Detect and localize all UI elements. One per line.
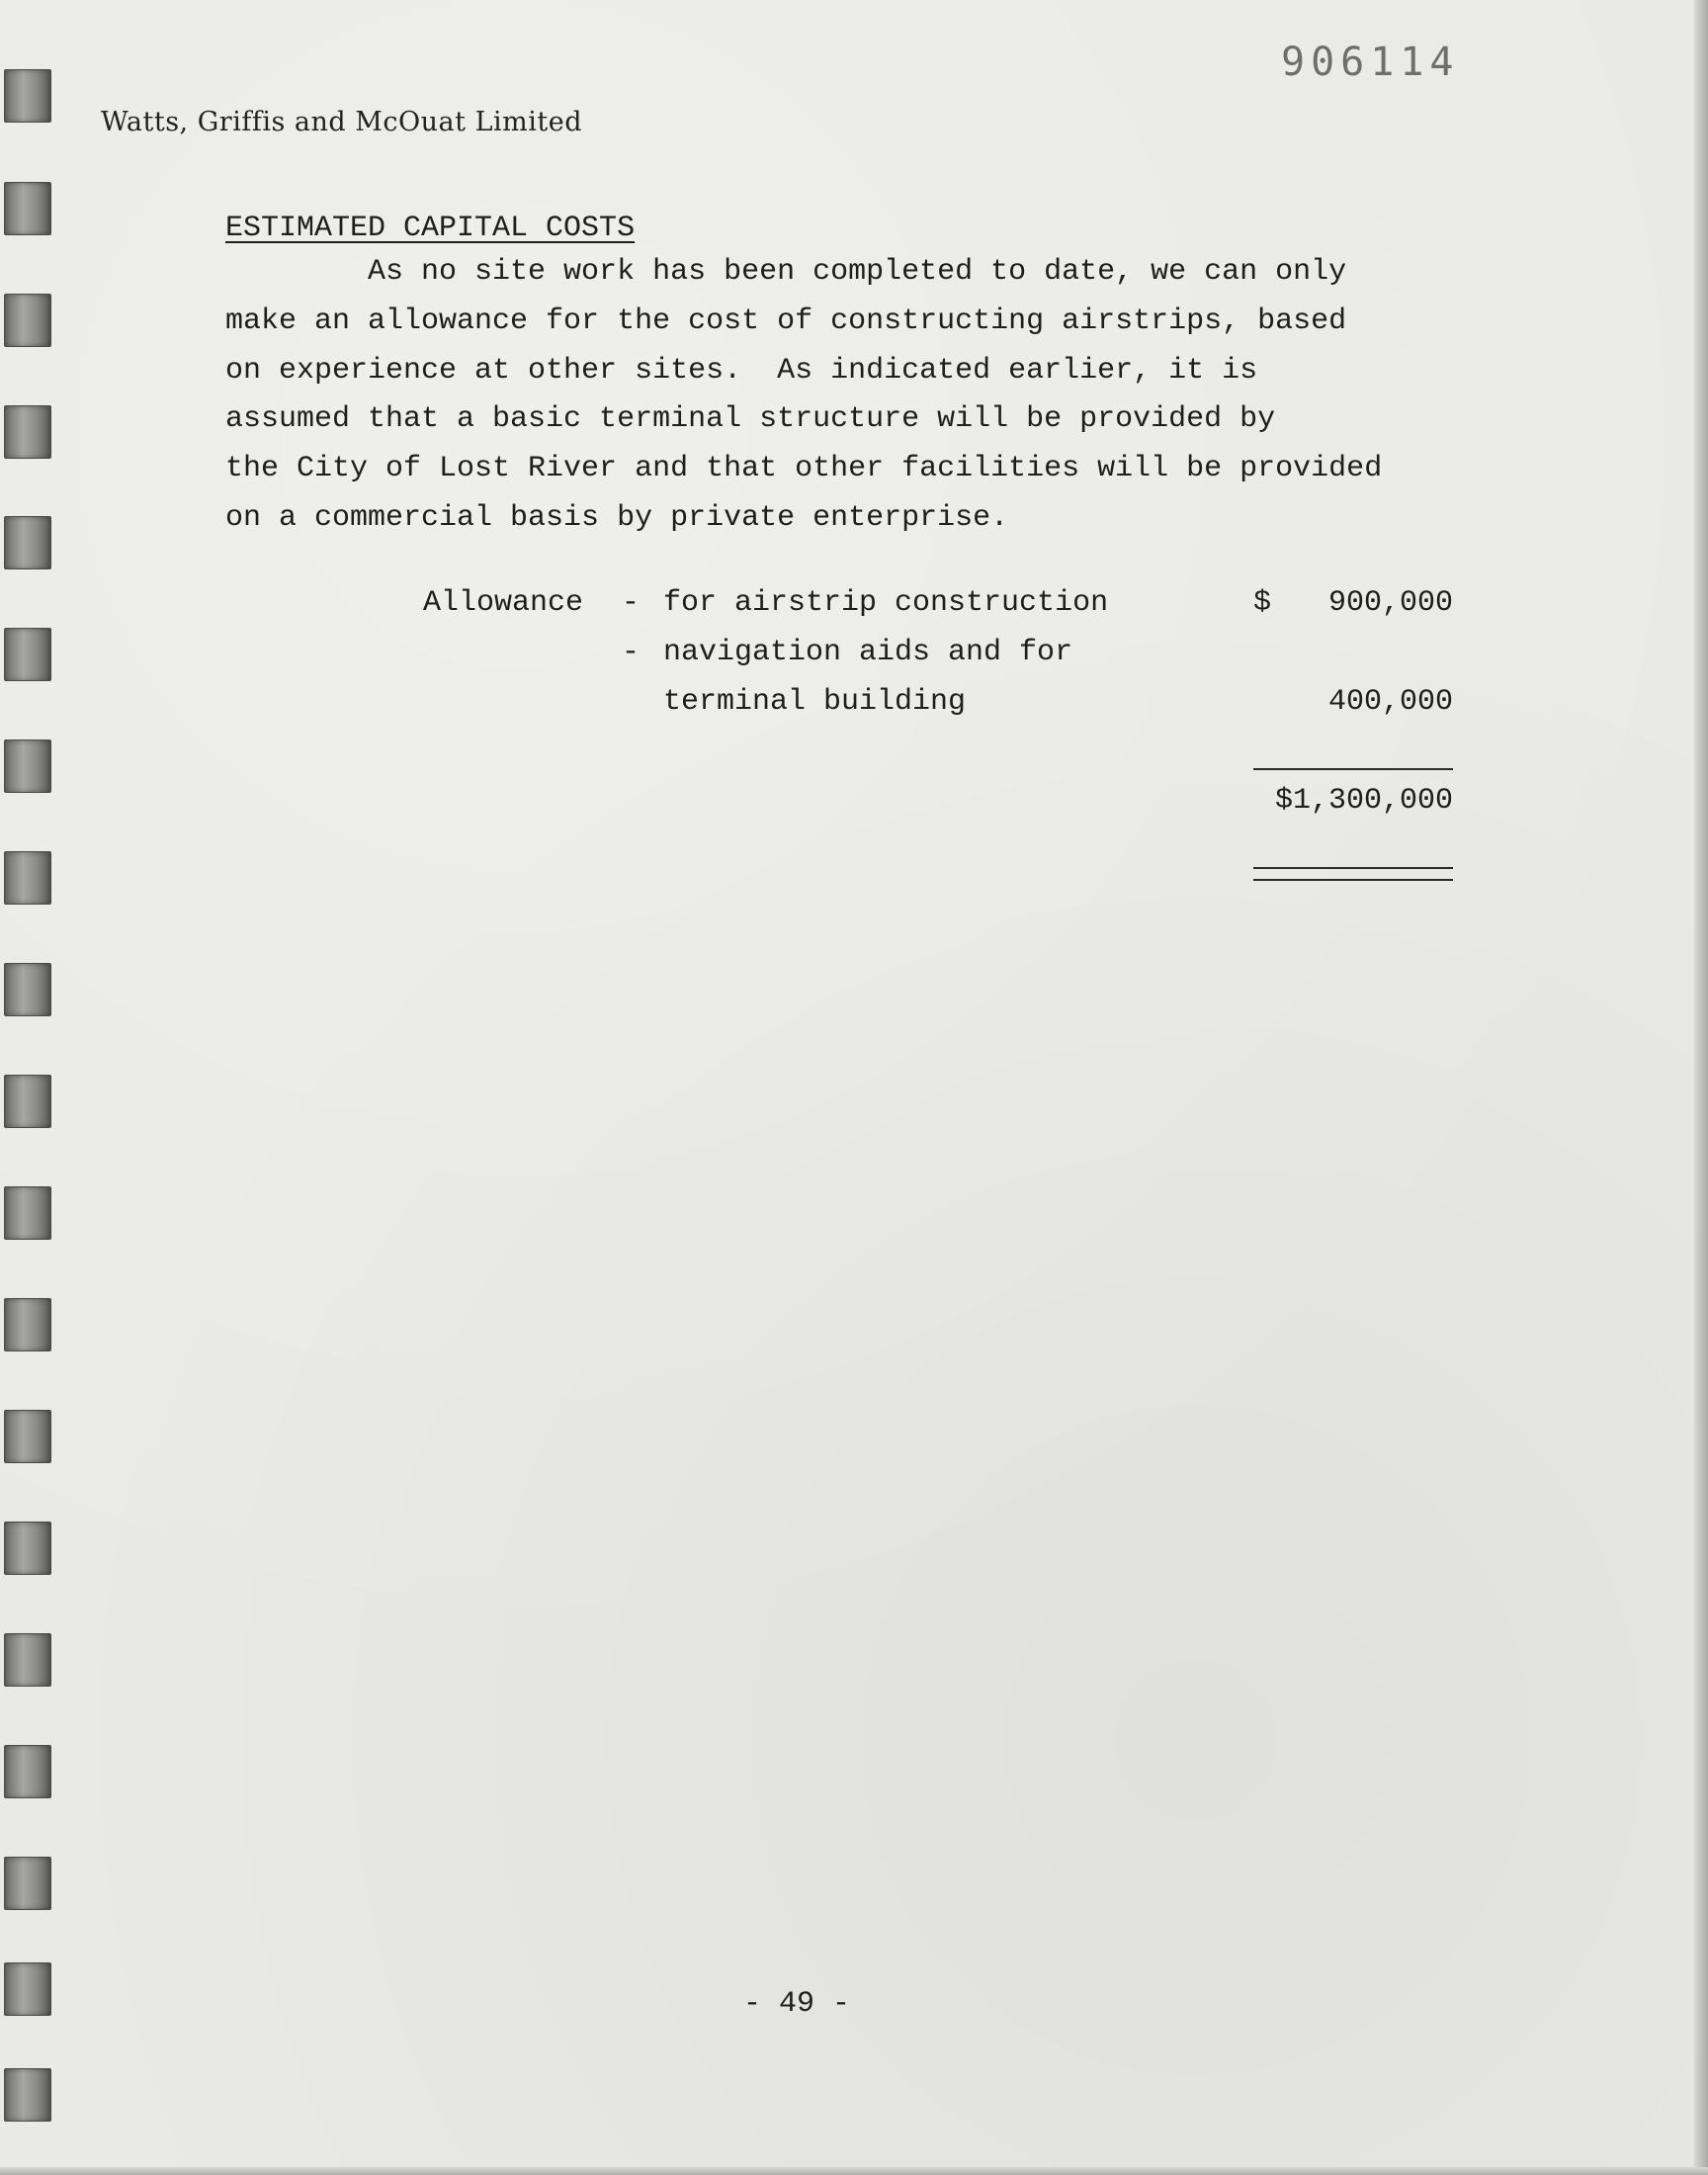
binding-ring xyxy=(4,1186,51,1240)
paragraph-line: the City of Lost River and that other facilities will be provided xyxy=(225,452,1383,485)
page-edge-shadow xyxy=(1694,0,1708,2175)
binding-ring xyxy=(4,1522,51,1575)
binding-ring xyxy=(4,1410,51,1463)
item-description: for airstrip construction xyxy=(663,586,1109,620)
binding-ring xyxy=(4,1857,51,1910)
binding-ring xyxy=(4,405,51,459)
binding-ring xyxy=(4,2068,51,2122)
binding-ring xyxy=(4,1075,51,1128)
item-dash: - xyxy=(622,636,640,669)
binding-ring xyxy=(4,1962,51,2016)
letterhead: Watts, Griffis and McOuat Limited xyxy=(101,107,582,137)
binding-ring xyxy=(4,740,51,793)
page-number: - 49 - xyxy=(743,1987,851,2021)
paragraph-line: make an allowance for the cost of constructing airstrips, based xyxy=(225,304,1347,338)
paragraph-line: on experience at other sites. As indicated earlier, it is xyxy=(225,354,1258,388)
item-dash: - xyxy=(622,586,640,620)
paragraph-line: on a commercial basis by private enterprise. xyxy=(225,501,1009,535)
paragraph-line: assumed that a basic terminal structure will be provided by xyxy=(225,402,1276,436)
item-amount: 900,000 xyxy=(1327,586,1453,620)
binding-ring xyxy=(4,1745,51,1798)
allowance-label: Allowance xyxy=(423,586,584,620)
binding-ring xyxy=(4,851,51,905)
binding-ring xyxy=(4,182,51,235)
total-amount: $1,300,000 xyxy=(1274,784,1453,818)
binding-ring xyxy=(4,1298,51,1351)
document-stamp-number: 906114 xyxy=(1281,40,1460,85)
item-description: navigation aids and for xyxy=(663,636,1073,669)
binding-ring xyxy=(4,516,51,569)
paragraph-line: As no site work has been completed to date, we can only xyxy=(225,255,1347,289)
subtotal-rule xyxy=(1253,768,1453,770)
total-double-rule-bottom xyxy=(1253,879,1453,881)
page-bottom-edge xyxy=(0,2167,1708,2175)
item-amount: 400,000 xyxy=(1327,685,1453,719)
spiral-binding xyxy=(0,0,55,2175)
total-double-rule-top xyxy=(1253,867,1453,869)
section-heading: ESTIMATED CAPITAL COSTS xyxy=(225,212,636,245)
binding-ring xyxy=(4,963,51,1016)
binding-ring xyxy=(4,628,51,681)
binding-ring xyxy=(4,294,51,347)
binding-ring xyxy=(4,69,51,123)
binding-ring xyxy=(4,1633,51,1687)
item-description: terminal building xyxy=(663,685,967,719)
currency-symbol: $ xyxy=(1253,586,1272,620)
